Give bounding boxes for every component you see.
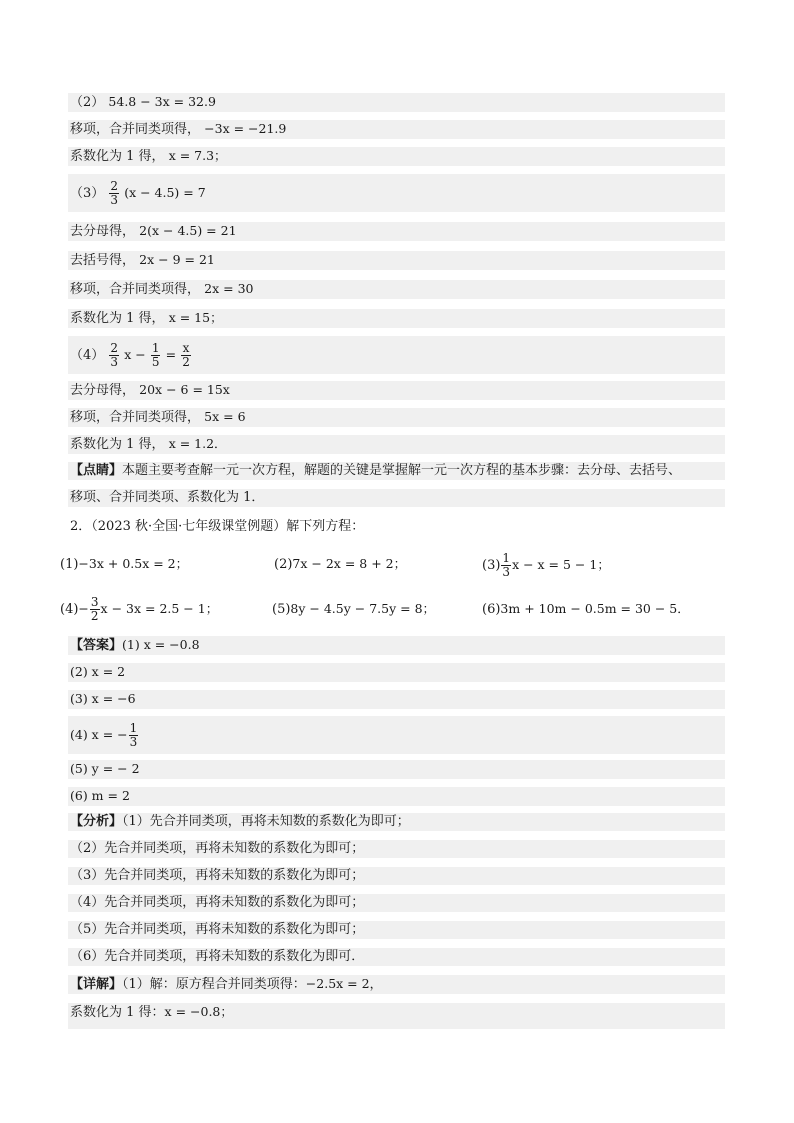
answer-value: (3) x = −6 — [70, 691, 136, 706]
equation: x − x = 5 − 1； — [512, 557, 610, 572]
step-text: 系数化为 1 得， — [70, 311, 165, 326]
equation: 2(x − 4.5) = 21 — [139, 223, 237, 238]
fraction-numerator: 1 — [502, 551, 511, 565]
solution-line — [68, 435, 725, 454]
step-text: 移项，合并同类项得， — [70, 410, 201, 425]
equation: 8y − 4.5y − 7.5y = 8； — [290, 601, 436, 616]
equation: −2.5x = 2， — [305, 976, 383, 991]
fraction-denominator: 3 — [110, 193, 119, 207]
fraction — [109, 342, 119, 369]
fraction — [109, 180, 119, 207]
equation: 2x − 9 = 21 — [139, 252, 215, 267]
fraction — [129, 722, 139, 749]
solution-line-p2 — [68, 93, 725, 112]
answer-value: (6) m = 2 — [70, 788, 130, 803]
analysis-line-4 — [68, 894, 725, 912]
fraction-numerator: 3 — [90, 595, 99, 609]
solution-line-p4 — [68, 336, 725, 374]
item-label: （2） — [70, 95, 105, 110]
minus-sign: − — [78, 601, 89, 616]
fraction-denominator: 2 — [90, 609, 99, 623]
solution-line — [68, 222, 725, 241]
step-text: 移项，合并同类项得， — [70, 122, 201, 137]
equation: x = −0.8； — [164, 1004, 233, 1019]
item-label: (4) — [60, 602, 79, 617]
answer-line-6 — [68, 787, 725, 806]
question-item-6 — [482, 600, 690, 619]
equation: 5x = 6 — [204, 409, 246, 424]
solution-line — [68, 251, 725, 270]
analysis-line-1 — [68, 813, 725, 831]
analysis-line-5 — [68, 921, 725, 939]
equation: 2x = 30 — [204, 281, 254, 296]
detail-line-1 — [68, 975, 725, 994]
comment-tag: 【点睛】 — [70, 463, 123, 478]
fraction-numerator: 2 — [110, 179, 119, 193]
comment-text: 本题主要考查解一元一次方程，解题的关键是掌握解一元一次方程的基本步骤：去分母、去括号、 — [122, 463, 682, 478]
question-item-4 — [60, 592, 218, 627]
answer-line-3 — [68, 690, 725, 709]
fraction-numerator: x — [182, 341, 190, 355]
analysis-text: （1）先合并同类项，再将未知数的系数化为即可； — [122, 814, 410, 829]
equals-sign: = — [165, 347, 177, 362]
question-item-2 — [274, 555, 406, 574]
equation: −3x + 0.5x = 2； — [78, 556, 189, 571]
solution-line — [68, 381, 725, 400]
question-title-text: 2．（2023 秋·全国·七年级课堂例题）解下列方程： — [70, 519, 365, 534]
detail-tag: 【详解】 — [70, 977, 123, 992]
equation: 54.8 − 3x = 32.9 — [108, 94, 216, 109]
analysis-tag: 【分析】 — [70, 814, 123, 829]
answer-line-5 — [68, 760, 725, 779]
step-text: 去括号得， — [70, 253, 136, 268]
analysis-text: （5）先合并同类项，再将未知数的系数化为即可； — [70, 922, 365, 937]
equation: 20x − 6 = 15x — [139, 382, 230, 397]
solution-line — [68, 120, 725, 139]
equation: x = 7.3； — [168, 148, 227, 163]
step-text: 去分母得， — [70, 383, 136, 398]
fraction — [181, 342, 191, 369]
solution-line — [68, 408, 725, 427]
step-text: 系数化为 1 得， — [70, 437, 165, 452]
fraction-numerator: 2 — [110, 341, 119, 355]
comment-text: 移项、合并同类项、系数化为 1． — [70, 490, 265, 505]
analysis-line-6 — [68, 948, 725, 966]
fraction-denominator: 2 — [182, 355, 190, 369]
fraction-numerator: 1 — [129, 721, 138, 735]
equation: 3m + 10m − 0.5m = 30 − 5． — [500, 601, 690, 616]
step-text: 去分母得， — [70, 224, 136, 239]
solution-line-p3 — [68, 174, 725, 212]
fraction-numerator: 1 — [151, 341, 160, 355]
equation: x − 3x = 2.5 − 1； — [100, 601, 219, 616]
equation: (x − 4.5) = 7 — [124, 185, 206, 200]
item-label: （4） — [70, 348, 105, 363]
answer-line-4 — [68, 716, 725, 754]
analysis-line-2 — [68, 840, 725, 858]
fraction-denominator: 3 — [129, 735, 138, 749]
answer-value: (1) x = −0.8 — [122, 637, 200, 652]
step-text: 移项，合并同类项得， — [70, 282, 201, 297]
equation: −3x = −21.9 — [204, 121, 287, 136]
equation-part: x − — [124, 347, 146, 362]
analysis-text: （6）先合并同类项，再将未知数的系数化为即可． — [70, 949, 365, 964]
item-label: (1) — [60, 557, 79, 572]
fraction-denominator: 5 — [151, 355, 160, 369]
solution-line — [68, 280, 725, 299]
item-label: (2) — [274, 557, 293, 572]
answer-line-2 — [68, 663, 725, 682]
fraction — [151, 342, 161, 369]
solution-line — [68, 309, 725, 328]
question-item-1 — [60, 555, 188, 574]
analysis-line-3 — [68, 867, 725, 885]
item-label: （3） — [70, 186, 105, 201]
answer-value: (5) y = − 2 — [70, 761, 140, 776]
answer-line-1 — [68, 636, 725, 655]
analysis-text: （4）先合并同类项，再将未知数的系数化为即可； — [70, 895, 365, 910]
equation: 7x − 2x = 8 + 2； — [292, 556, 407, 571]
detail-line-2 — [68, 1003, 725, 1029]
equation: x = 1.2． — [168, 436, 227, 451]
fraction-denominator: 3 — [110, 355, 119, 369]
fraction-denominator: 3 — [502, 565, 511, 579]
detail-text: 系数化为 1 得： — [70, 1005, 165, 1020]
fraction — [90, 596, 100, 623]
answer-value: (2) x = 2 — [70, 664, 126, 679]
fraction — [501, 552, 511, 579]
item-label: (6) — [482, 602, 501, 617]
answer-tag: 【答案】 — [70, 638, 123, 653]
comment-line — [68, 462, 725, 480]
item-label: (3) — [482, 558, 501, 573]
analysis-text: （3）先合并同类项，再将未知数的系数化为即可； — [70, 868, 365, 883]
answer-value: (4) x = − — [70, 727, 128, 742]
equation: x = 15； — [168, 310, 223, 325]
question-title — [68, 518, 725, 536]
analysis-text: （2）先合并同类项，再将未知数的系数化为即可； — [70, 841, 365, 856]
question-item-3 — [482, 548, 610, 583]
item-label: (5) — [272, 602, 291, 617]
detail-text: （1）解：原方程合并同类项得： — [122, 977, 306, 992]
question-item-5 — [272, 600, 435, 619]
comment-line — [68, 489, 725, 507]
solution-line — [68, 147, 725, 166]
step-text: 系数化为 1 得， — [70, 149, 165, 164]
